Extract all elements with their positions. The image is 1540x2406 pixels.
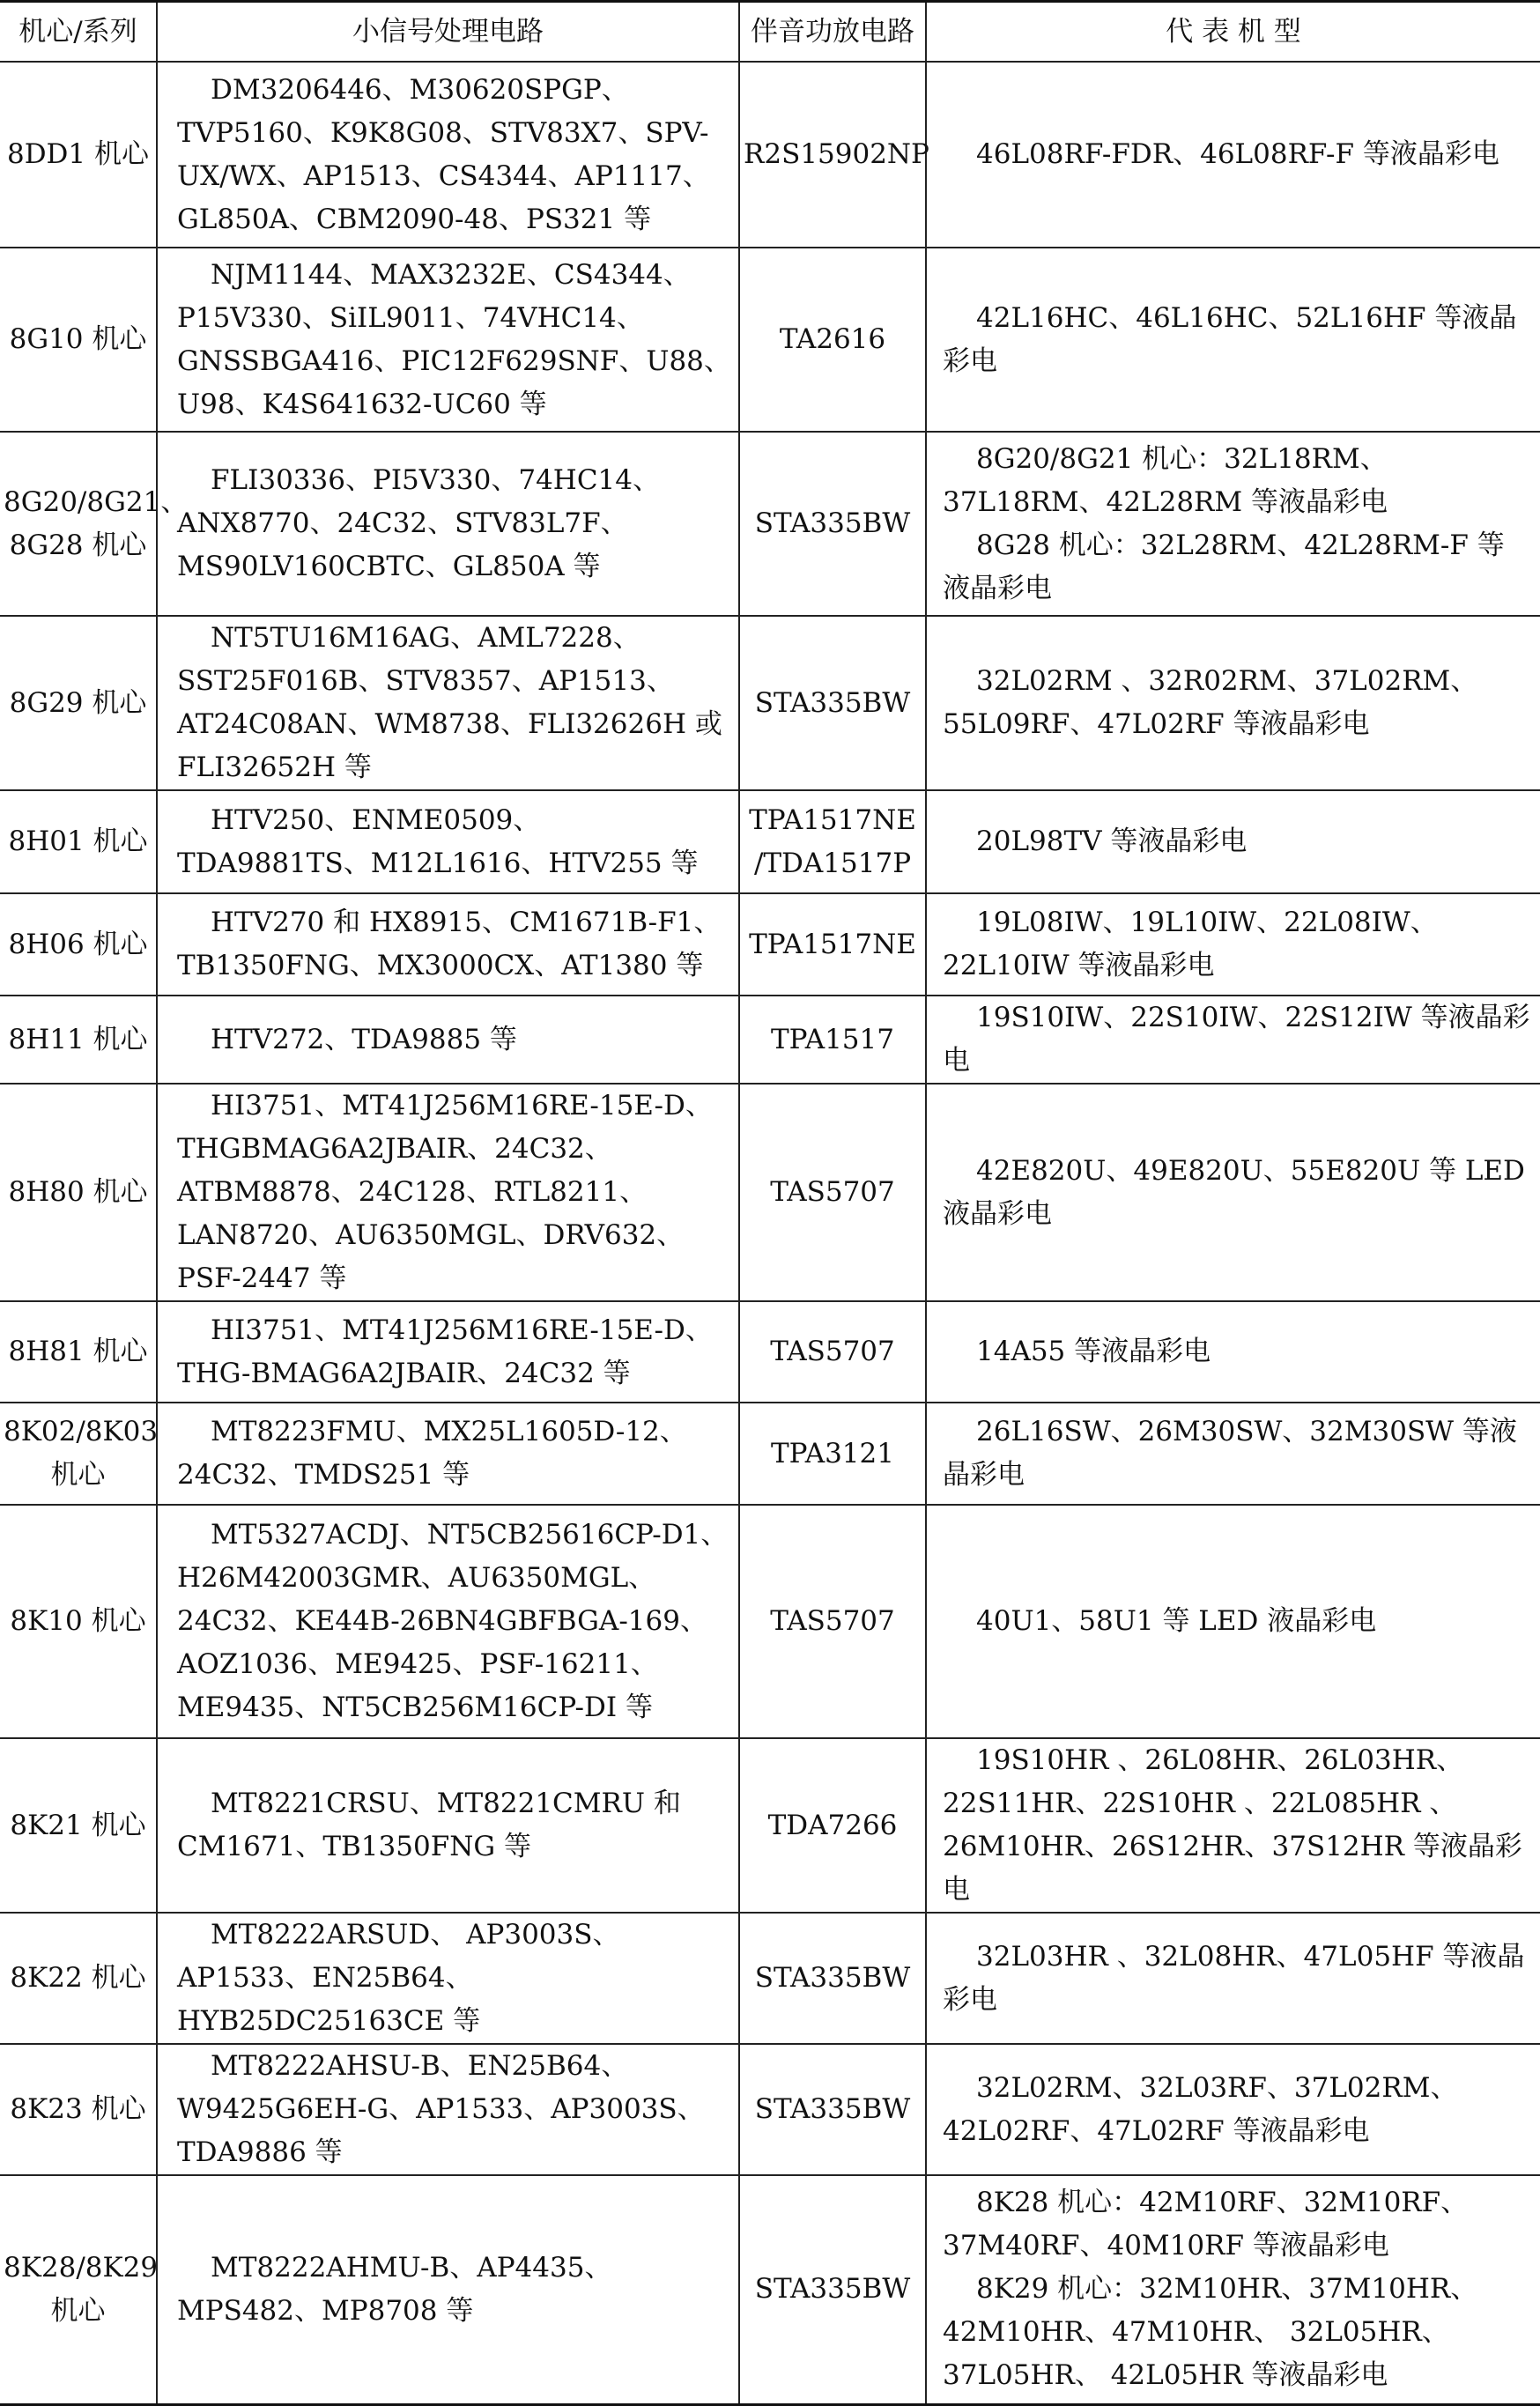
cell-chassis: 8K22 机心 (0, 1913, 157, 2044)
models-text: 19S10HR 、26L08HR、26L03HR、22S11HR、22S10HR 、22L085HR 、26M10HR、26S12HR、37S12HR 等液晶彩电 (943, 1744, 1522, 1906)
cell-models (926, 616, 1540, 790)
cell-audio: R2S15902NP (739, 62, 926, 248)
table-row (0, 790, 1540, 893)
cell-audio: TPA1517 (739, 996, 926, 1084)
table-row (0, 1505, 1540, 1738)
cell-chassis: 8H80 机心 (0, 1084, 157, 1301)
cell-audio: STA335BW (739, 1913, 926, 2044)
cell-chassis: 8H01 机心 (0, 790, 157, 893)
cell-models (926, 893, 1540, 996)
cell-signal: MT8222ARSUD、 AP3003S、 AP1533、EN25B64、HYB25DC25163CE 等 (157, 1913, 739, 2044)
cell-signal: NJM1144、MAX3232E、CS4344、P15V330、SiIL9011、74VHC14、GNSSBGA416、PIC12F629SNF、U88、U98、K4S641632-UC60 等 (157, 248, 739, 432)
table-row (0, 248, 1540, 432)
cell-models (926, 790, 1540, 893)
models-text: 42L16HC、46L16HC、52L16HF 等液晶彩电 (943, 301, 1517, 377)
models-text: 19S10IW、22S10IW、22S12IW 等液晶彩电 (943, 1002, 1530, 1077)
cell-models (926, 2175, 1540, 2404)
cell-models (926, 62, 1540, 248)
cell-signal: NT5TU16M16AG、AML7228、SST25F016B、STV8357、AP1513、AT24C08AN、WM8738、FLI32626H 或 FLI32652H 等 (157, 616, 739, 790)
table-row (0, 893, 1540, 996)
table-row (0, 2044, 1540, 2175)
cell-audio: TDA7266 (739, 1738, 926, 1913)
models-text: 14A55 等液晶彩电 (976, 1336, 1211, 1367)
cell-signal: MT8222AHMU-B、AP4435、MPS482、MP8708 等 (157, 2175, 739, 2404)
cell-models (926, 1301, 1540, 1403)
cell-chassis: 8K02/8K03 机心 (0, 1403, 157, 1505)
cell-chassis: 8H11 机心 (0, 996, 157, 1084)
table-row (0, 1301, 1540, 1403)
cell-models (926, 2044, 1540, 2175)
cell-chassis: 8DD1 机心 (0, 62, 157, 248)
cell-audio: TPA3121 (739, 1403, 926, 1505)
models-text: 26L16SW、26M30SW、32M30SW 等液晶彩电 (943, 1416, 1517, 1491)
cell-chassis: 8K21 机心 (0, 1738, 157, 1913)
cell-signal: HI3751、MT41J256M16RE-15E-D、THG-BMAG6A2JBAIR、24C32 等 (157, 1301, 739, 1403)
models-text: 19L08IW、19L10IW、22L08IW、22L10IW 等液晶彩电 (943, 907, 1438, 981)
cell-audio: STA335BW (739, 432, 926, 616)
cell-chassis: 8K23 机心 (0, 2044, 157, 2175)
models-text: 8K28 机心：42M10RF、32M10RF、37M40RF、40M10RF 等液晶彩电 (943, 2187, 1469, 2262)
models-text: 46L08RF-FDR、46L08RF-F 等液晶彩电 (976, 138, 1499, 170)
models-text: 32L03HR 、32L08HR、47L05HF 等液晶彩电 (943, 1940, 1525, 2016)
table-row (0, 432, 1540, 616)
cell-audio: TAS5707 (739, 1084, 926, 1301)
cell-audio: STA335BW (739, 2044, 926, 2175)
header-models: 代 表 机 型 (926, 2, 1540, 63)
cell-chassis: 8K28/8K29 机心 (0, 2175, 157, 2404)
models-text: 32L02RM、32L03RF、37L02RM、42L02RF、47L02RF 等液晶彩电 (943, 2071, 1458, 2147)
models-text: 32L02RM 、32R02RM、37L02RM、55L09RF、47L02RF 等液晶彩电 (943, 665, 1478, 740)
cell-models (926, 1084, 1540, 1301)
cell-signal: DM3206446、M30620SPGP、TVP5160、K9K8G08、STV83X7、SPV-UX/WX、AP1513、CS4344、AP1117、GL850A、CBM2090-48、PS321 等 (157, 62, 739, 248)
models-text: 8K29 机心：32M10HR、37M10HR、42M10HR、47M10HR、 32L05HR、 37L05HR、 42L05HR 等液晶彩电 (943, 2273, 1478, 2392)
table-row (0, 996, 1540, 1084)
cell-chassis: 8G10 机心 (0, 248, 157, 432)
cell-models (926, 1505, 1540, 1738)
cell-audio: STA335BW (739, 2175, 926, 2404)
cell-audio: TPA1517NE (739, 893, 926, 996)
cell-audio: TPA1517NE /TDA1517P (739, 790, 926, 893)
models-text: 42E820U、49E820U、55E820U 等 LED 液晶彩电 (943, 1154, 1525, 1230)
cell-signal: MT8222AHSU-B、EN25B64、W9425G6EH-G、AP1533、AP3003S、TDA9886 等 (157, 2044, 739, 2175)
cell-audio: TAS5707 (739, 1301, 926, 1403)
table-row (0, 1913, 1540, 2044)
cell-models (926, 996, 1540, 1084)
table-row (0, 1403, 1540, 1505)
cell-audio: STA335BW (739, 616, 926, 790)
cell-signal: MT8221CRSU、MT8221CMRU 和 CM1671、TB1350FNG 等 (157, 1738, 739, 1913)
table-row (0, 2175, 1540, 2404)
table-row (0, 1738, 1540, 1913)
cell-chassis: 8G20/8G21、8G28 机心 (0, 432, 157, 616)
models-text: 8G20/8G21 机心：32L18RM、37L18RM、42L28RM 等液晶彩电 (943, 442, 1388, 518)
cell-signal: MT8223FMU、MX25L1605D-12、24C32、TMDS251 等 (157, 1403, 739, 1505)
table-row (0, 1084, 1540, 1301)
table-row (0, 62, 1540, 248)
table-header-row (0, 2, 1540, 63)
cell-models (926, 432, 1540, 616)
cell-audio: TAS5707 (739, 1505, 926, 1738)
header-audio: 伴音功放电路 (739, 2, 926, 63)
models-text: 8G28 机心：32L28RM、42L28RM-F 等液晶彩电 (943, 529, 1505, 604)
header-signal: 小信号处理电路 (157, 2, 739, 63)
cell-chassis: 8G29 机心 (0, 616, 157, 790)
cell-models (926, 1738, 1540, 1913)
models-text: 20L98TV 等液晶彩电 (976, 825, 1248, 857)
cell-audio: TA2616 (739, 248, 926, 432)
cell-signal: HTV270 和 HX8915、CM1671B-F1、TB1350FNG、MX3000CX、AT1380 等 (157, 893, 739, 996)
cell-models (926, 1403, 1540, 1505)
cell-chassis: 8H81 机心 (0, 1301, 157, 1403)
cell-signal: HI3751、MT41J256M16RE-15E-D、THGBMAG6A2JBAIR、24C32、ATBM8878、24C128、RTL8211、LAN8720、AU6350MGL、DRV632、PSF-2447 等 (157, 1084, 739, 1301)
cell-models (926, 248, 1540, 432)
cell-signal: MT5327ACDJ、NT5CB25616CP-D1、H26M42003GMR、AU6350MGL、24C32、KE44B-26BN4GBFBGA-169、AOZ1036、ME9425、PSF-16211、ME9435、NT5CB256M16CP-DI 等 (157, 1505, 739, 1738)
cell-chassis: 8K10 机心 (0, 1505, 157, 1738)
cell-chassis: 8H06 机心 (0, 893, 157, 996)
models-text: 40U1、58U1 等 LED 液晶彩电 (976, 1605, 1377, 1637)
cell-signal: FLI30336、PI5V330、74HC14、ANX8770、24C32、STV83L7F、MS90LV160CBTC、GL850A 等 (157, 432, 739, 616)
table-row (0, 616, 1540, 790)
cell-signal: HTV272、TDA9885 等 (157, 996, 739, 1084)
cell-signal: HTV250、ENME0509、TDA9881TS、M12L1616、HTV255 等 (157, 790, 739, 893)
cell-models (926, 1913, 1540, 2044)
header-chassis: 机心/系列 (0, 2, 157, 63)
